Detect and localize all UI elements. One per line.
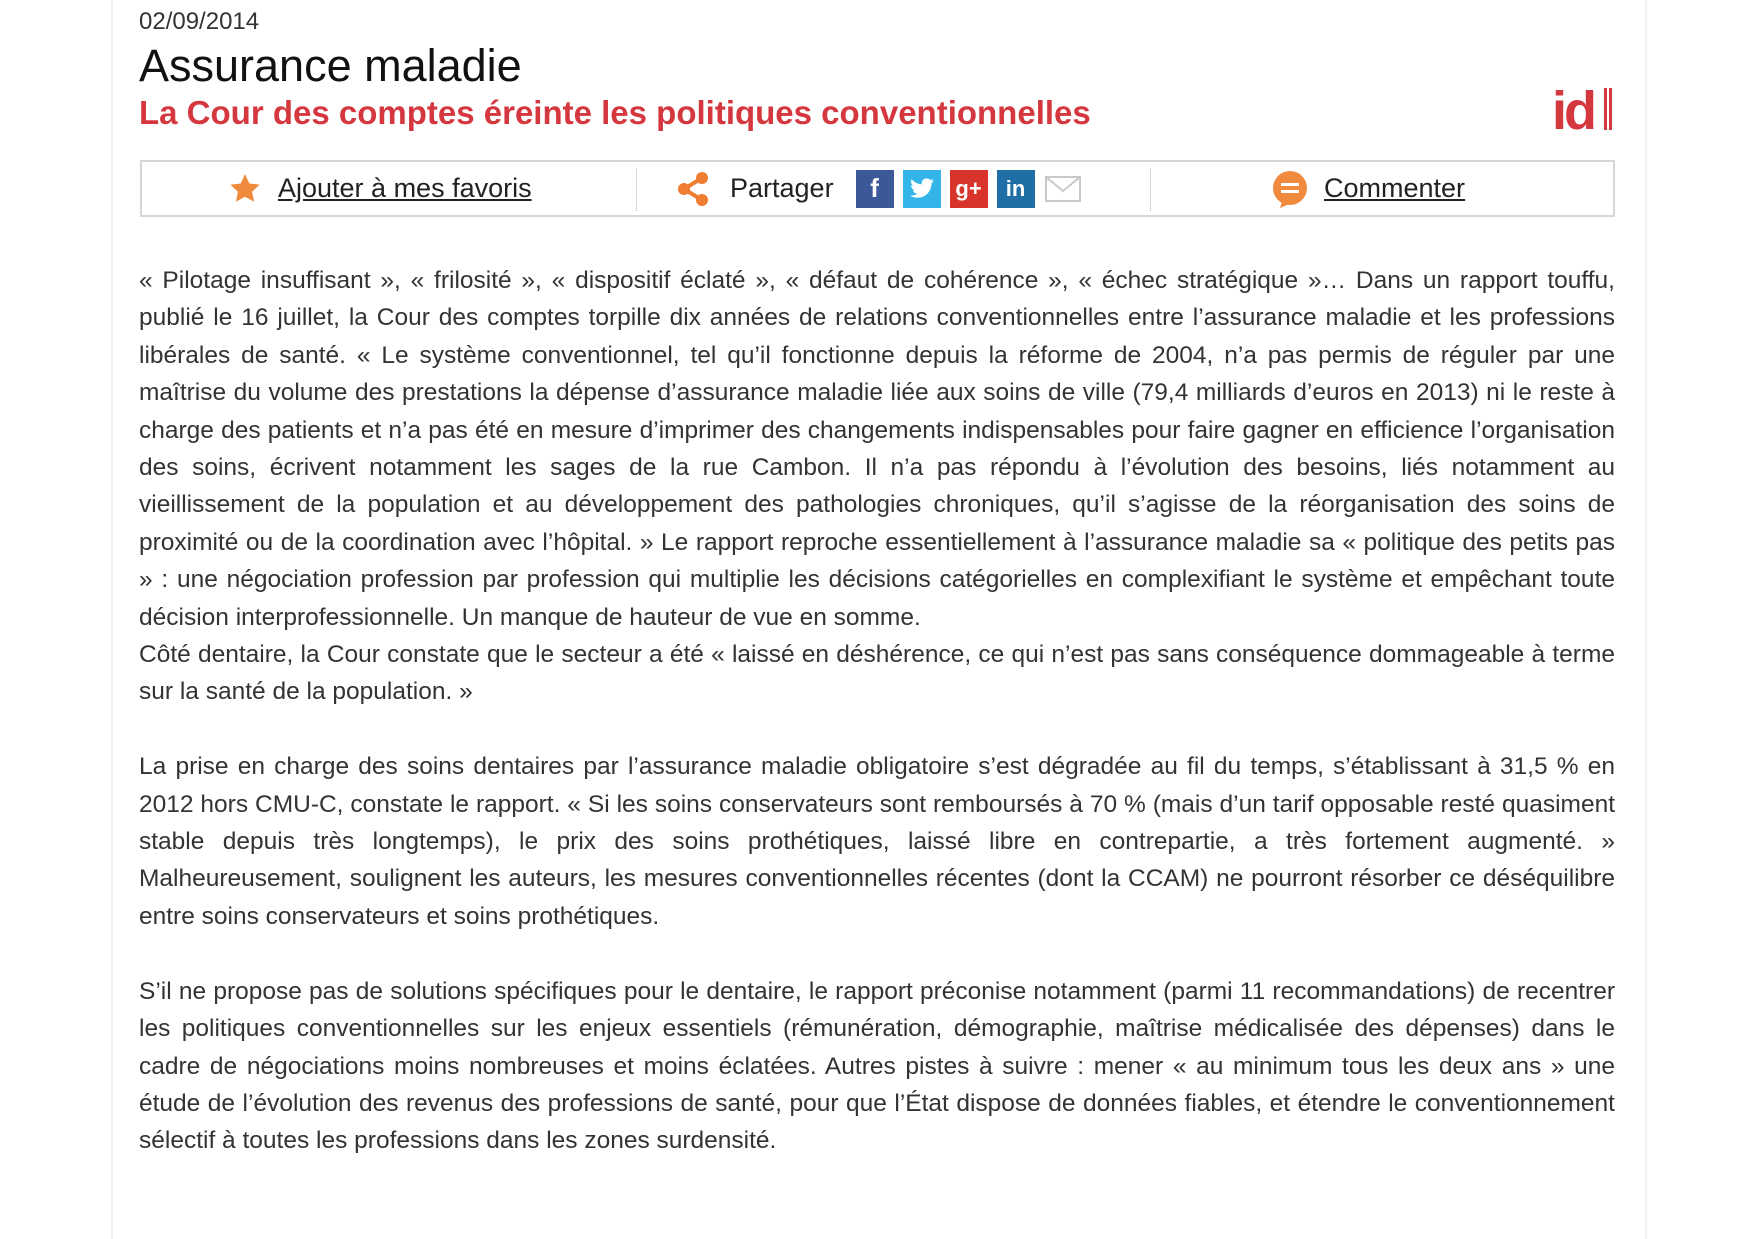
article-subtitle: La Cour des comptes éreinte les politiques conventionnelles: [139, 94, 1091, 131]
share-label: Partager: [730, 173, 834, 203]
article-title: Assurance maladie: [139, 40, 522, 91]
add-favorites-label[interactable]: Ajouter à mes favoris: [278, 173, 532, 203]
share-group: [676, 162, 1082, 215]
comment-button[interactable]: [1270, 162, 1465, 215]
article-body: [139, 262, 1615, 1160]
add-favorites-button[interactable]: [228, 162, 532, 215]
facebook-icon[interactable]: f: [856, 170, 894, 208]
id-logo-text: id: [1552, 84, 1594, 134]
share-icon[interactable]: [676, 171, 710, 207]
star-icon: [228, 172, 262, 206]
toolbar-divider: [1150, 168, 1151, 211]
comment-icon: [1270, 169, 1310, 209]
mail-icon[interactable]: [1044, 174, 1082, 204]
paragraph: S’il ne propose pas de solutions spécifiques pour le dentaire, le rapport préconise notamment (parmi 11 recommandations) de recentrer les politiques conventionnelles sur les enjeux essentiels (rémunération, démographie, maîtrise médicalisée des dépenses) dans le cadre de négociations moins nombreuses et moins éclatées. Autres pistes à suivre : mener « au minimum tous les deux ans » une étude de l’évolution des revenus des professions de santé, pour que l’État dispose de données fiables, et étendre le conventionnement sélectif à toutes les professions dans les zones surdensité.: [139, 977, 1615, 1155]
column-border-right: [1645, 0, 1647, 1239]
twitter-icon[interactable]: [903, 170, 941, 208]
twitter-bird-icon: [909, 178, 935, 200]
linkedin-icon[interactable]: in: [997, 170, 1035, 208]
paragraph: Côté dentaire, la Cour constate que le secteur a été « laissé en déshérence, ce qui n’est pas sans conséquence dommageable à terme sur la santé de la population. »: [139, 641, 1615, 706]
paragraph: « Pilotage insuffisant », « frilosité », « dispositif éclaté », « défaut de cohérence », « échec stratégique »… Dans un rapport touffu, publié le 16 juillet, la Cour des comptes torpille dix années de relations conventionnelles entre l’assurance maladie et les professions libérales de santé. « Le système conventionnel, tel qu’il fonctionne depuis la réforme de 2004, n’a pas permis de réguler par une maîtrise du volume des prestations la dépense d’assurance maladie liée aux soins de ville (79,4 milliards d’euros en 2013) ni le reste à charge des patients et n’a pas été en mesure d’imprimer des changements indispensables pour faire gagner en efficience l’organisation des soins, écrivent notamment les sages de la rue Cambon. Il n’a pas répondu à l’évolution des besoins, liés notamment au vieillissement de la population et au développement des pathologies chroniques, qu’il s’agisse de la réorganisation des soins de proximité ou de la coordination avec l’hôpital. » Le rapport reproche essentiellement à l’assurance maladie sa « politique des petits pas » : une négociation profession par profession qui multiplie les décisions catégorielles en complexifiant le système et empêchant toute décision interprofessionnelle. Un manque de hauteur de vue en somme.: [139, 267, 1615, 631]
paragraph: La prise en charge des soins dentaires par l’assurance maladie obligatoire s’est dégradée au fil du temps, s’établissant à 31,5 % en 2012 hors CMU-C, constate le rapport. « Si les soins conservateurs sont remboursés à 70 % (mais d’un tarif opposable resté quasiment stable depuis très longtemps), le prix des soins prothétiques, laissé libre en contrepartie, a très fortement augmenté. » Malheureusement, soulignent les auteurs, les mesures conventionnelles récentes (dont la CCAM) ne pourront résorber ce déséquilibre entre soins conservateurs et soins prothétiques.: [139, 753, 1615, 930]
article-toolbar: [140, 160, 1615, 217]
id-logo: [1552, 84, 1614, 134]
googleplus-icon[interactable]: g+: [950, 170, 988, 208]
toolbar-divider: [636, 168, 637, 211]
column-border-left: [111, 0, 113, 1239]
comment-label[interactable]: Commenter: [1324, 173, 1466, 203]
article-date: 02/09/2014: [139, 8, 260, 35]
